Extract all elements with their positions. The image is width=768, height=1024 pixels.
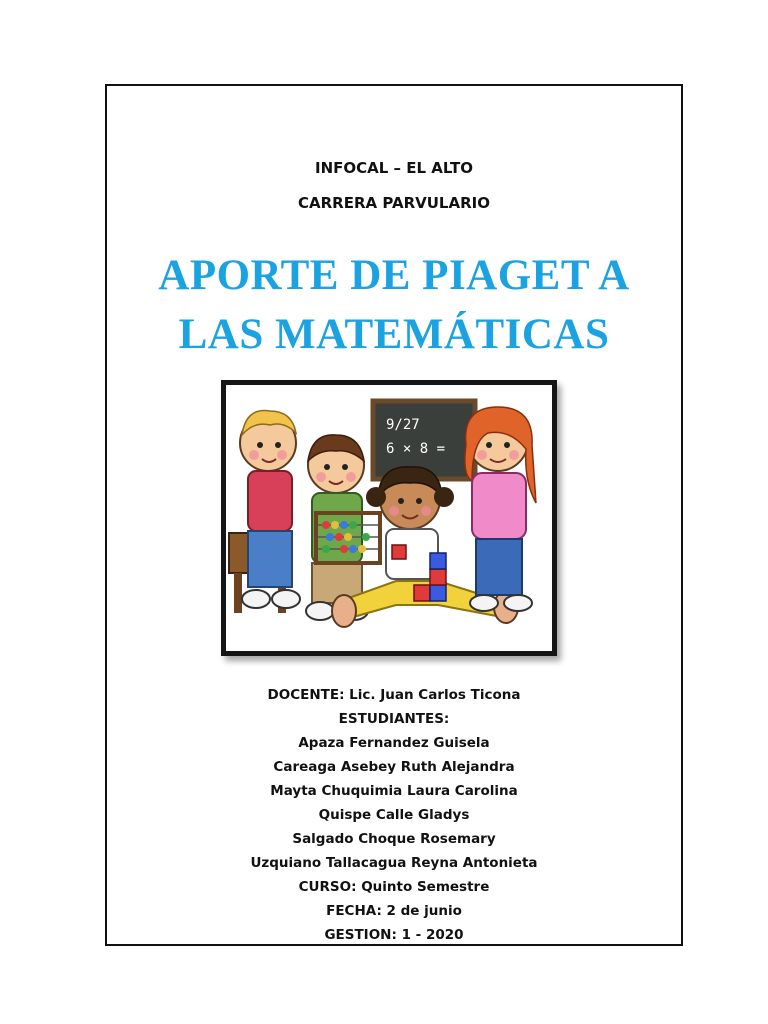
toy-blocks [414, 585, 430, 601]
student-name: Careaga Asebey Ruth Alejandra [273, 759, 515, 775]
children-math-illustration [221, 380, 557, 656]
chalkboard [373, 401, 475, 479]
student-name: Mayta Chuquimia Laura Carolina [270, 783, 518, 799]
credits-block [107, 683, 681, 947]
illustration-drawing [226, 385, 552, 651]
course-line: CURSO: Quinto Semestre [298, 879, 490, 895]
management-line: GESTION: 1 - 2020 [324, 927, 464, 943]
teacher-line: DOCENTE: Lic. Juan Carlos Ticona [267, 687, 521, 703]
students-label: ESTUDIANTES: [338, 711, 450, 727]
chalkboard-text-2: 6 × 8 = [386, 441, 446, 457]
boy-1-shirt [248, 471, 292, 531]
student-name: Apaza Fernandez Guisela [298, 735, 490, 751]
student-name: Quispe Calle Gladys [318, 807, 470, 823]
career-name: CARRERA PARVULARIO [298, 194, 490, 212]
student-name: Salgado Choque Rosemary [292, 831, 496, 847]
cover-title-line-2: LAS MATEMÁTICAS [178, 311, 610, 358]
chalkboard-text-1: 9/27 [386, 417, 420, 433]
institution-name: INFOCAL – EL ALTO [315, 159, 473, 177]
student-name: Uzquiano Tallacagua Reyna Antonieta [250, 855, 538, 871]
cover-title-line-1: APORTE DE PIAGET A [158, 252, 630, 299]
date-line: FECHA: 2 de junio [326, 903, 462, 919]
cover-border-frame [105, 84, 683, 946]
